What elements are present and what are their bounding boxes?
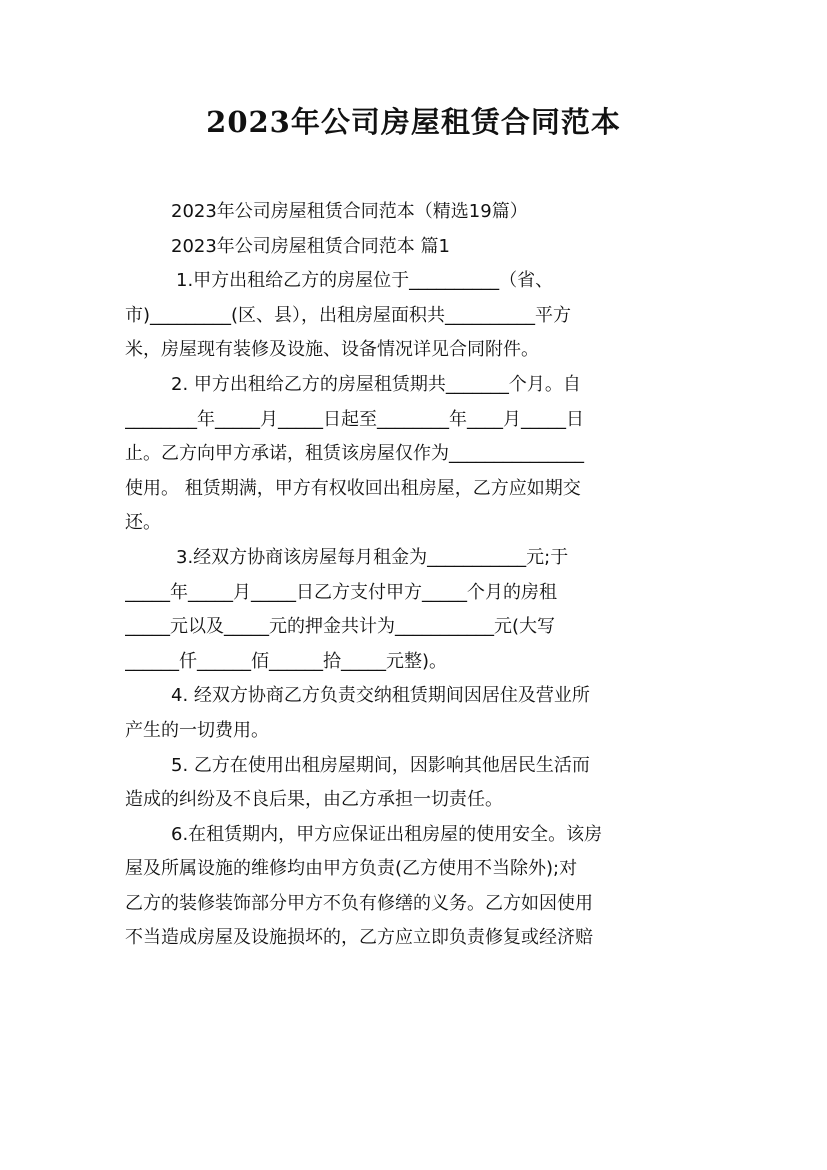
body-line: 造成的纠纷及不良后果，由乙方承担一切责任。	[125, 789, 503, 811]
body-line: 屋及所属设施的维修均由甲方负责(乙方使用不当除外);对	[125, 858, 578, 880]
body-line: 6.在租赁期内，甲方应保证出租房屋的使用安全。该房	[171, 823, 603, 845]
body-line: 使用。 租赁期满，甲方有权收回出租房屋，乙方应如期交	[125, 477, 581, 499]
document-title: 2023年公司房屋租赁合同范本	[206, 105, 621, 139]
body-line: 2023年公司房屋租赁合同范本（精选19篇）	[171, 201, 528, 222]
body-line: 乙方的装修装饰部分甲方不负有修缮的义务。乙方如因使用	[125, 892, 593, 914]
body-line: 产生的一切费用。	[125, 719, 269, 741]
body-line: 3.经双方协商该房屋每月租金为___________元;于	[176, 546, 569, 568]
body-line: 2. 甲方出租给乙方的房屋租赁期共_______个月。自	[171, 373, 581, 395]
body-line: _____年_____月_____日乙方支付甲方_____个月的房租	[125, 581, 557, 603]
body-line: _____元以及_____元的押金共计为___________元(大写	[125, 616, 556, 638]
body-line: 市)_________(区、县），出租房屋面积共__________平方	[125, 304, 572, 326]
body-line: 1.甲方出租给乙方的房屋位于__________（省、	[176, 270, 554, 292]
body-line: 米，房屋现有装修及设施、设备情况详见合同附件。	[125, 339, 539, 361]
body-line: 止。乙方向甲方承诺，租赁该房屋仅作为_______________	[125, 443, 584, 465]
body-line: 2023年公司房屋租赁合同范本 篇1	[171, 235, 450, 257]
body-line: 4. 经双方协商乙方负责交纳租赁期间因居住及营业所	[171, 685, 590, 707]
body-line: 5. 乙方在使用出租房屋期间，因影响其他居民生活而	[171, 754, 590, 776]
body-line: ______仟______佰______拾_____元整)。	[125, 650, 448, 672]
document-body	[125, 195, 703, 956]
body-line: 还。	[125, 512, 161, 534]
body-line: ________年_____月_____日起至________年____月_____日	[125, 408, 584, 430]
body-line: 不当造成房屋及设施损坏的，乙方应立即负责修复或经济赔	[125, 927, 593, 949]
